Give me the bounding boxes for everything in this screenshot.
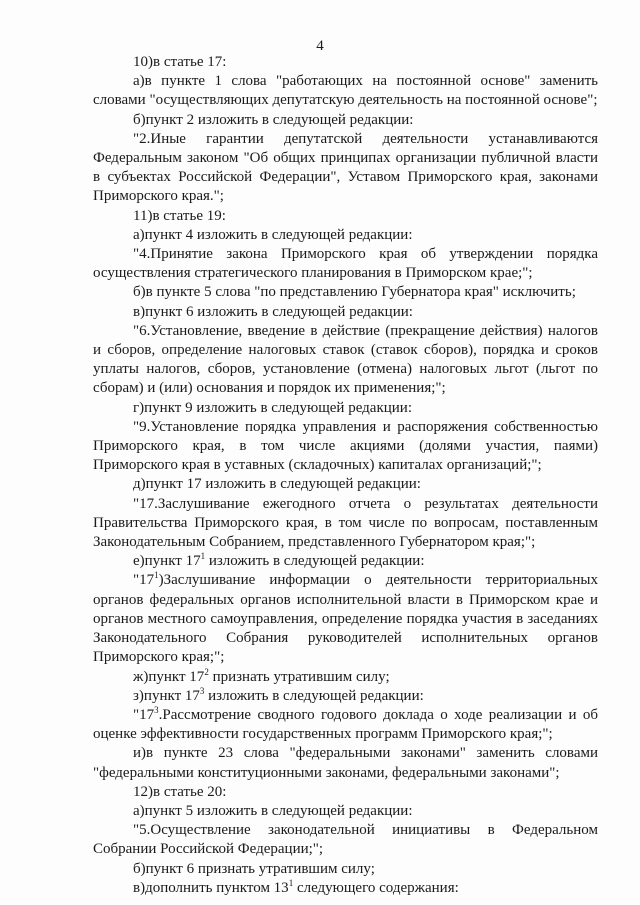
text-run: е)пункт 17: [133, 553, 201, 570]
superscript: 1: [200, 551, 206, 562]
paragraph: в)пункт 6 изложить в следующей редакции:: [133, 303, 413, 320]
paragraph: и)в пункте 23 слова "федеральными законами" заменить словами "федеральными конституционными законами, федеральными законами";: [93, 745, 598, 781]
paragraph: 12)в статье 20:: [133, 783, 227, 800]
text-run: следующего содержания:: [293, 879, 459, 896]
paragraph: а)пункт 4 изложить в следующей редакции:: [133, 226, 413, 243]
text-run: изложить в следующей редакции:: [204, 687, 424, 704]
text-run: .Рассмотрение сводного годового доклада о ходе реализации и об оценке эффективности государственных программ Приморского края;";: [93, 706, 598, 743]
text-run: "17: [133, 706, 155, 723]
paragraph: [93, 879, 598, 898]
paragraph: "6.Установление, введение в действие (прекращение действия) налогов и сборов, определение налоговых ставок (ставок сборов), порядка и сроков уплаты налогов, сборов, установление (отмена) налоговых льгот (льгот по сборам) и (или) основания и порядок их применения;";: [93, 322, 598, 397]
paragraph: "5.Осуществление законодательной инициативы в Федеральном Собрании Российской Федерации;";: [93, 822, 598, 858]
paragraph: "4.Принятие закона Приморского края об утверждении порядка осуществления стратегического планирования в Приморском крае;";: [93, 246, 598, 282]
paragraph: "2.Иные гарантии депутатской деятельности устанавливаются Федеральным законом "Об общих принципах организации публичной власти в субъектах Российской Федерации", Уставом Приморского края, законами Приморского края.";: [93, 130, 598, 205]
paragraph: б)пункт 6 признать утратившим силу;: [133, 860, 375, 877]
superscript: 1: [154, 570, 159, 581]
superscript: 3: [199, 685, 205, 696]
paragraph: б)пункт 2 изложить в следующей редакции:: [133, 111, 414, 128]
paragraph: 11)в статье 19:: [133, 207, 226, 224]
page-number: 4: [316, 38, 324, 54]
text-run: "17: [133, 572, 155, 589]
paragraph: д)пункт 17 изложить в следующей редакции:: [133, 476, 421, 493]
text-run: признать утратившим силу;: [208, 668, 390, 685]
document-body: [93, 53, 598, 898]
text-run: в)дополнить пунктом 13: [133, 879, 289, 896]
paragraph: а)в пункте 1 слова "работающих на постоянной основе" заменить словами "осуществляющих депутатскую деятельность на постоянной основе";: [93, 73, 598, 109]
superscript: 1: [288, 877, 294, 888]
paragraph: [93, 552, 598, 571]
paragraph: г)пункт 9 изложить в следующей редакции:: [133, 399, 412, 416]
paragraph: [93, 668, 598, 687]
text-run: ж)пункт 17: [133, 668, 205, 685]
paragraph: [93, 571, 598, 667]
paragraph: "17.Заслушивание ежегодного отчета о результатах деятельности Правительства Приморского края, в том числе по вопросам, поставленным Законодательным Собранием, представленного Губернатором края;";: [93, 495, 598, 551]
paragraph: [93, 687, 598, 706]
paragraph: "9.Установление порядка управления и распоряжения собственностью Приморского края, в том числе акциями (долями участия, паями) Приморского края в уставных (складочных) капиталах организаций;";: [93, 418, 598, 474]
paragraph: б)в пункте 5 слова "по представлению Губернатора края" исключить;: [133, 284, 576, 301]
text-run: )Заслушивание информации о деятельности территориальных органов федеральных органов исполнительной власти в Приморском крае и органов местного самоуправления, определение порядка участия в заседаниях Законодательного Собрания руководителей исполнительных органов Приморского края;";: [93, 572, 598, 666]
paragraph: 10)в статье 17:: [133, 54, 227, 70]
superscript: 3: [154, 704, 159, 715]
text-run: изложить в следующей редакции:: [205, 553, 425, 570]
text-run: з)пункт 17: [133, 687, 200, 704]
paragraph: а)пункт 5 изложить в следующей редакции:: [133, 802, 413, 819]
paragraph: [93, 706, 598, 744]
superscript: 2: [204, 666, 209, 677]
